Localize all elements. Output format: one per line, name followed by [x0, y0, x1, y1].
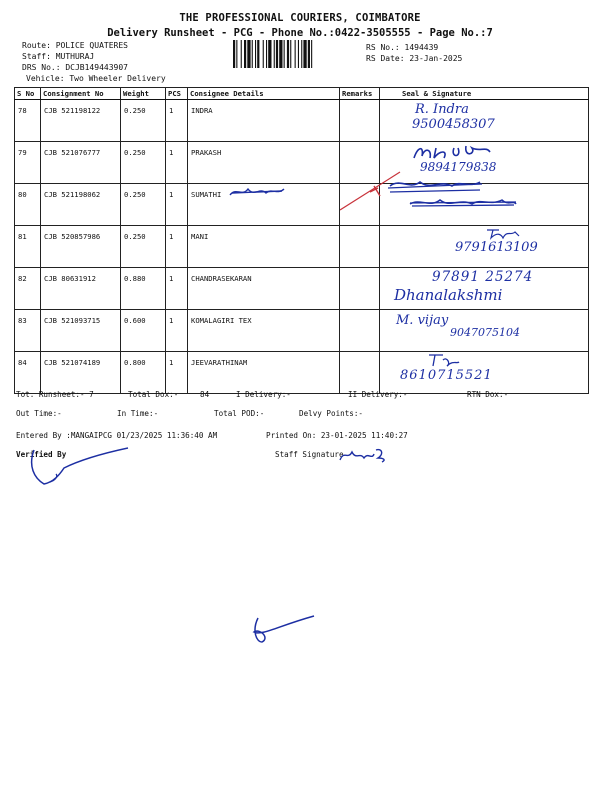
cell-pcs: 1 [166, 142, 188, 184]
header-pcs: PCS [166, 88, 188, 100]
cell-weight: 0.250 [121, 184, 166, 226]
table-row [15, 100, 589, 142]
handwritten-name: M. vijay [396, 313, 449, 328]
cell-sno: 84 [15, 352, 41, 394]
cell-consignment: CJB 521198062 [41, 184, 121, 226]
cell-consignee [188, 184, 340, 226]
cell-consignment: CJB 520857986 [41, 226, 121, 268]
cell-weight: 0.250 [121, 142, 166, 184]
runsheet-subtitle: Delivery Runsheet - PCG - Phone No.:0422-3505555 - Page No.:7 [107, 27, 493, 39]
delvy-points: Delvy Points:- [299, 409, 364, 418]
total-dox-value: 84 [200, 390, 210, 399]
cell-consignee: KOMALAGIRI TEX [188, 310, 340, 352]
handwritten-signature [485, 226, 525, 240]
cell-consignment: CJB 521074189 [41, 352, 121, 394]
cell-pcs: 1 [166, 100, 188, 142]
cell-consignment: CJB 80631912 [41, 268, 121, 310]
cell-remarks [340, 226, 380, 268]
scribble-mark [228, 185, 288, 199]
cell-signature [380, 352, 589, 394]
cell-signature [380, 184, 589, 226]
cell-consignee: JEEVARATHINAM [188, 352, 340, 394]
cell-consignee: MANI [188, 226, 340, 268]
handwritten-phone: 97891 25274 [432, 269, 534, 285]
cell-pcs: 1 [166, 352, 188, 394]
header-sno: S No [15, 88, 41, 100]
barcode-image [232, 40, 347, 68]
cell-remarks [340, 352, 380, 394]
header-consignment: Consignment No [41, 88, 121, 100]
ii-delivery: II Delivery:- [348, 390, 408, 399]
cell-sno: 79 [15, 142, 41, 184]
company-title: THE PROFESSIONAL COURIERS, COIMBATORE [179, 12, 421, 24]
header-remarks: Remarks [340, 88, 380, 100]
vehicle-label: Vehicle: Two Wheeler Delivery [26, 74, 166, 83]
crossed-out-signature [340, 170, 580, 218]
cell-weight: 0.600 [121, 310, 166, 352]
cell-signature [380, 100, 589, 142]
drs-number: DRS No.: DCJB149443907 [22, 63, 128, 72]
cell-sno: 78 [15, 100, 41, 142]
cell-sno: 83 [15, 310, 41, 352]
handwritten-name: R. Indra [415, 102, 469, 117]
staff-signature [338, 446, 388, 466]
cell-remarks [340, 268, 380, 310]
cell-weight: 0.880 [121, 268, 166, 310]
in-time: In Time:- [117, 409, 159, 418]
consignee-name: SUMATHI [191, 190, 222, 199]
handwritten-phone: 8610715521 [400, 368, 493, 383]
handwritten-phone: 9047075104 [450, 326, 520, 339]
handwritten-signature [425, 352, 465, 368]
handwritten-phone: 9894179838 [420, 160, 497, 174]
handwritten-phone: 9791613109 [455, 240, 538, 255]
table-row [15, 310, 589, 352]
cell-signature [380, 310, 589, 352]
cell-consignee: INDRA [188, 100, 340, 142]
route-label: Route: POLICE QUATERES [22, 41, 128, 50]
rs-date: RS Date: 23-Jan-2025 [366, 54, 463, 63]
table-row [15, 184, 589, 226]
rs-number: RS No.: 1494439 [366, 43, 439, 52]
bottom-ink-mark [248, 612, 318, 648]
i-delivery: I Delivery:- [236, 390, 291, 399]
header-weight: Weight [121, 88, 166, 100]
rtn-dox: RTN Dox:- [467, 390, 509, 399]
cell-pcs: 1 [166, 268, 188, 310]
out-time: Out Time:- [16, 409, 62, 418]
cell-signature [380, 268, 589, 310]
cell-remarks [340, 100, 380, 142]
cell-consignee: CHANDRASEKARAN [188, 268, 340, 310]
cell-pcs: 1 [166, 226, 188, 268]
cell-sno: 81 [15, 226, 41, 268]
table-row [15, 352, 589, 394]
staff-signature-label: Staff Signature [275, 450, 344, 459]
verifier-signature [20, 446, 140, 492]
cell-consignment: CJB 521198122 [41, 100, 121, 142]
handwritten-phone: 9500458307 [412, 117, 495, 132]
table-row [15, 226, 589, 268]
runsheet-table [14, 87, 589, 394]
cell-weight: 0.800 [121, 352, 166, 394]
printed-on: Printed On: 23-01-2025 11:40:27 [266, 431, 408, 440]
entered-by: Entered By :MANGAIPCG 01/23/2025 11:36:40 AM [16, 431, 218, 440]
total-pod: Total POD:- [214, 409, 265, 418]
cell-consignment: CJB 521093715 [41, 310, 121, 352]
staff-label: Staff: MUTHURAJ [22, 52, 95, 61]
cell-sno: 82 [15, 268, 41, 310]
tot-runsheet: Tot. Runsheet:- 7 [16, 390, 94, 399]
cell-remarks [340, 310, 380, 352]
cell-sno: 80 [15, 184, 41, 226]
verified-by: Verified By [16, 450, 67, 459]
total-dox-label: Total Dox:- [128, 390, 179, 399]
cell-pcs: 1 [166, 310, 188, 352]
handwritten-name: Dhanalakshmi [394, 286, 503, 304]
cell-signature [380, 226, 589, 268]
cell-consignee: PRAKASH [188, 142, 340, 184]
table-row [15, 268, 589, 310]
header-signature: Seal & Signature [380, 88, 589, 100]
table-header-row [15, 88, 589, 100]
cell-consignment: CJB 521076777 [41, 142, 121, 184]
cell-pcs: 1 [166, 184, 188, 226]
cell-weight: 0.250 [121, 226, 166, 268]
header-consignee: Consignee Details [188, 88, 340, 100]
cell-weight: 0.250 [121, 100, 166, 142]
